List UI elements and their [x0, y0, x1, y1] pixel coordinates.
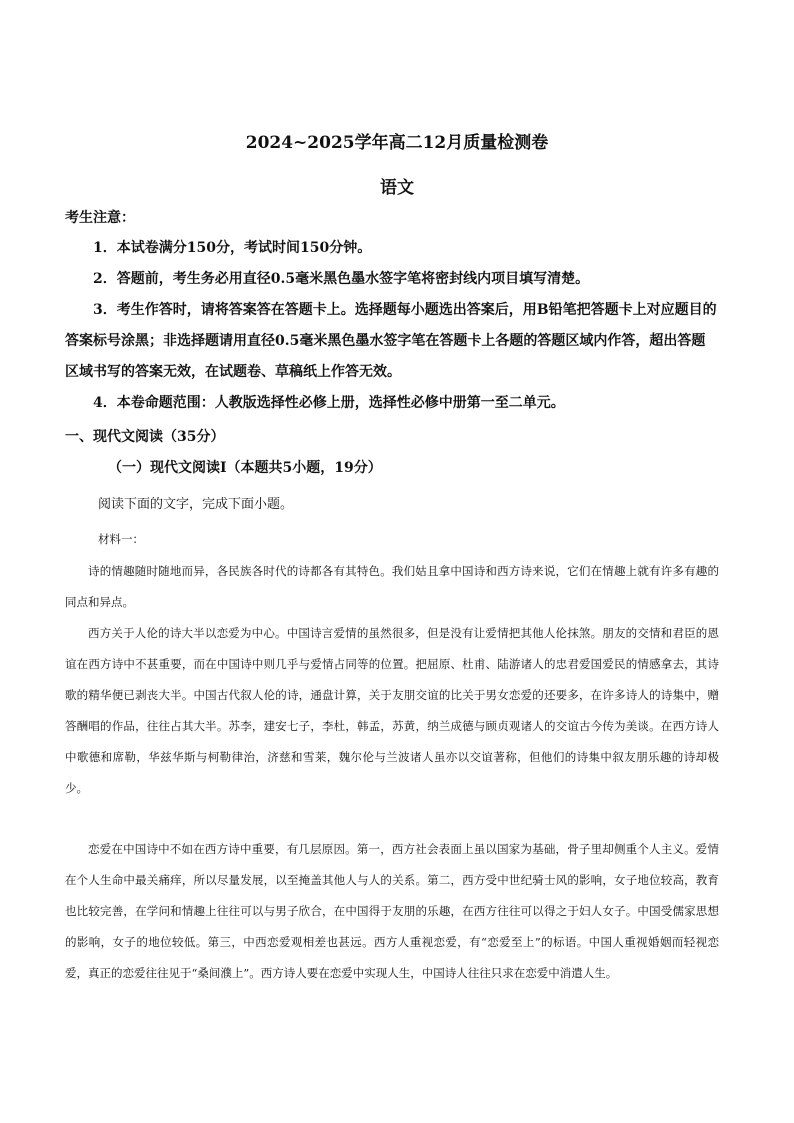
notice-heading: 考生注意： — [65, 210, 135, 226]
material-label: 材料一： — [98, 532, 144, 546]
reading-instruction: 阅读下面的文字，完成下面小题。 — [98, 497, 294, 512]
passage-paragraph: 西方关于人伦的诗大半以恋爱为中心。中国诗言爱情的虽然很多，但是没有让爱情把其他人伦抹煞。朋友的交情和君臣的恩谊在西方诗中不甚重要，而在中国诗中则几乎与爱情占同等的位置。把屈原、杜甫、陆游诸人的忠君爱国爱民的情感拿去，其诗歌的精华便已剥丧大半。中国古代叙人伦的诗，通盘计算，关于友朋交谊的比关于男女恋爱的还要多，在许多诗人的诗集中，赠答酬唱的作品，往往占其大半。苏李，建安七子，李杜，韩孟，苏黄，纳兰成德与顾贞观诸人的交谊古今传为美谈。在西方诗人中歌德和席勒，华兹华斯与柯勒律治，济慈和雪莱，魏尔伦与兰波诸人虽亦以交谊著称，但他们的诗集中叙友朋乐趣的诗却极少。 — [65, 626, 719, 795]
notice-item: 4．本卷命题范围：人教版选择性必修上册，选择性必修中册第一至二单元。 — [93, 395, 565, 411]
subsection-heading: （一）现代文阅读Ⅰ（本题共5小题，19分） — [108, 460, 382, 476]
notice-item: 3．考生作答时，请将答案答在答题卡上。选择题每小题选出答案后，用B铅笔把答题卡上对应题目的答案标号涂黑；非选择题请用直径0.5毫米黑色墨水签字笔在答题卡上各题的答题区域内作答，超出答题区域书写的答案无效，在试题卷、草稿纸上作答无效。 — [65, 302, 717, 380]
passage-paragraph: 诗的情趣随时随地而异，各民族各时代的诗都各有其特色。我们姑且拿中国诗和西方诗来说，它们在情趣上就有许多有趣的同点和异点。 — [65, 564, 719, 609]
notice-item: 2．答题前，考生务必用直径0.5毫米黑色墨水签字笔将密封线内项目填写清楚。 — [93, 271, 590, 287]
passage-paragraph: 恋爱在中国诗中不如在西方诗中重要，有几层原因。第一，西方社会表面上虽以国家为基础，骨子里却侧重个人主义。爱情在个人生命中最关痛痒，所以尽量发展，以至掩盖其他人与人的关系。第二，西方受中世纪骑士风的影响，女子地位较高，教育也比较完善，在学问和情趣上往往可以与男子欣合，在中国得于友朋的乐趣，在西方往往可以得之于妇人女子。中国受儒家思想的影响，女子的地位较低。第三，中西恋爱观相差也甚远。西方人重视恋爱，有“恋爱至上”的标语。中国人重视婚姻而轻视恋爱，真正的恋爱往往见于“桑间濮上”。西方诗人要在恋爱中实现人生，中国诗人往往只求在恋爱中消遣人生。 — [65, 842, 719, 980]
subject-title: 语文 — [380, 178, 414, 198]
notice-item: 1．本试卷满分150分，考试时间150分钟。 — [93, 240, 372, 256]
section-heading: 一、现代文阅读（35分） — [65, 429, 225, 445]
exam-title: 2024~2025学年高二12月质量检测卷 — [245, 133, 549, 153]
